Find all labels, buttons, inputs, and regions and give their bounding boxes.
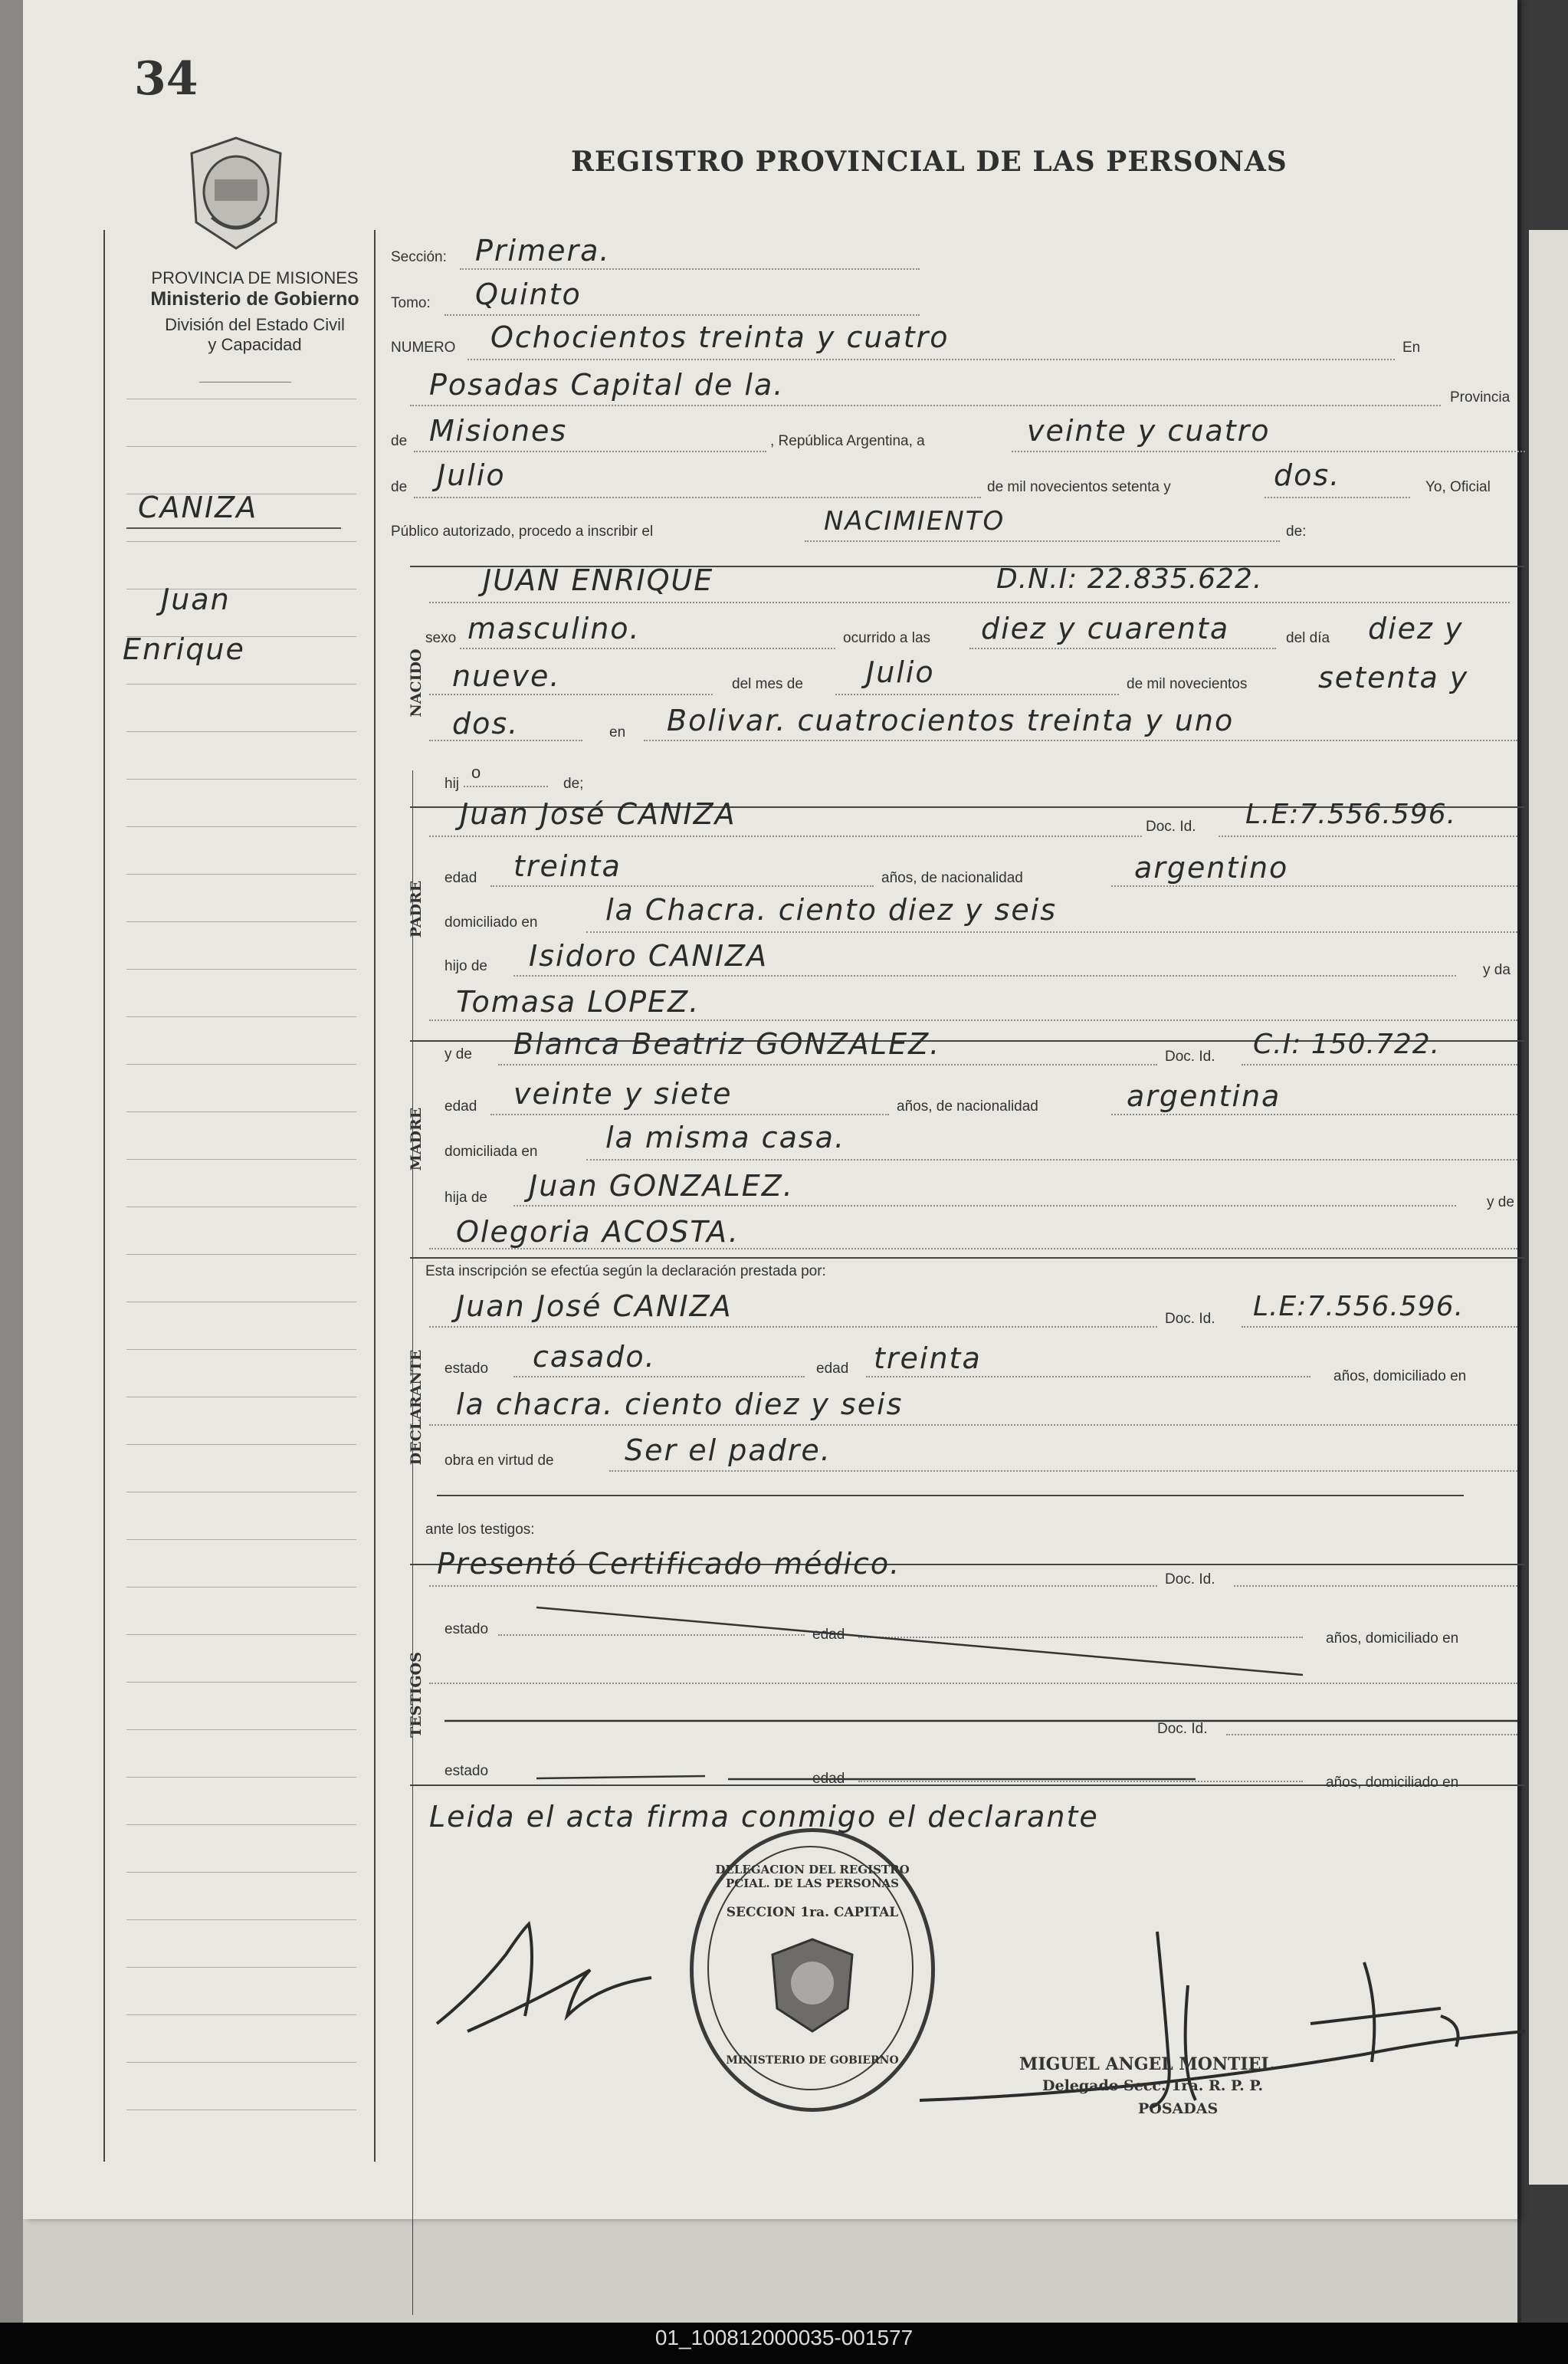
margin-rule <box>126 1777 356 1778</box>
value-numero: Ochocientos treinta y cuatro <box>490 320 950 354</box>
value-tomo: Quinto <box>475 277 582 311</box>
label-doc-testigo-1: Doc. Id. <box>1165 1571 1215 1587</box>
value-hijo-o: o <box>471 763 481 782</box>
label-numero: NUMERO <box>391 340 456 356</box>
dots-declarante-edad <box>866 1376 1310 1377</box>
value-abuela-materna: Olegoria ACOSTA. <box>456 1215 740 1249</box>
label-yo-oficial: Yo, Oficial <box>1425 479 1491 495</box>
official-stamp <box>690 1828 935 2112</box>
dots-lugar <box>410 405 1441 406</box>
margin-rule <box>126 1159 356 1160</box>
label-edad-testigo-2: edad <box>812 1771 845 1787</box>
value-madre-dom: la misma casa. <box>605 1121 846 1154</box>
label-doc-madre: Doc. Id. <box>1165 1049 1215 1065</box>
dots-declarante-nombre <box>429 1326 1157 1328</box>
value-declarante-edad: treinta <box>874 1341 982 1375</box>
margin-rule <box>126 684 356 685</box>
value-lugar: Posadas Capital de la. <box>429 368 785 402</box>
adjacent-page <box>1529 230 1568 2185</box>
value-madre-edad: veinte y siete <box>513 1077 733 1111</box>
stamp-middle-text: SECCION 1ra. CAPITAL <box>726 1905 899 1920</box>
value-padre-doc: L.E:7.556.596. <box>1245 799 1457 830</box>
margin-rule <box>126 1444 356 1445</box>
margin-rule <box>126 921 356 922</box>
margin-rule <box>126 446 356 447</box>
dots-provincia <box>414 451 766 452</box>
dots-tomo <box>444 314 920 316</box>
dots-declarante-doc <box>1242 1326 1517 1328</box>
label-doc-testigo-2: Doc. Id. <box>1157 1721 1208 1737</box>
value-abuelo-paterno: Isidoro CANIZA <box>529 939 769 973</box>
label-publico: Público autorizado, procedo a inscribir el <box>391 524 654 540</box>
value-testigos-nota: Presentó Certificado médico. <box>437 1547 901 1581</box>
margin-rule <box>126 1824 356 1825</box>
dots-madre-dom <box>586 1159 1517 1161</box>
label-ocurrido: ocurrido a las <box>843 630 931 646</box>
register-page <box>23 0 1517 2219</box>
label-anos-dom-declarante: años, domiciliado en <box>1333 1368 1467 1384</box>
value-anio-nac-2: dos. <box>452 707 520 740</box>
margin-rule <box>126 1254 356 1255</box>
value-sexo: masculino. <box>467 612 641 645</box>
margin-rule <box>126 1729 356 1730</box>
label-anos-dom-testigo-1: años, domiciliado en <box>1326 1630 1459 1647</box>
label-de-semicolon: de; <box>563 776 584 792</box>
official-name: MIGUEL ANGEL MONTIEL <box>1019 2054 1273 2074</box>
dots-madre-nac <box>1111 1114 1517 1115</box>
label-en-lower: en <box>609 724 626 740</box>
value-acto: NACIMIENTO <box>824 506 1005 537</box>
label-estado-testigo-2: estado <box>444 1763 489 1779</box>
section-declarante: DECLARANTE <box>408 1349 425 1466</box>
dots-padre-nac <box>1111 885 1517 887</box>
value-anio-registro: dos. <box>1274 458 1341 492</box>
dots-madre-edad <box>490 1114 889 1115</box>
label-anos-nac-padre: años, de nacionalidad <box>881 870 1023 886</box>
issuer-underline <box>199 382 291 383</box>
margin-rule <box>126 2062 356 2063</box>
dots-dia-nac <box>429 694 713 695</box>
margin-rule <box>126 1016 356 1017</box>
value-declarante-nombre: Juan José CANIZA <box>456 1289 733 1323</box>
dots-mes-nac <box>835 694 1119 695</box>
dots-declarante-dom <box>429 1424 1517 1426</box>
label-ante: ante los testigos: <box>425 1522 535 1538</box>
label-estado-testigo-1: estado <box>444 1621 489 1637</box>
label-tomo: Tomo: <box>391 295 431 311</box>
page-stack-edge <box>23 2219 1517 2323</box>
margin-rule <box>126 1539 356 1540</box>
margin-rule <box>126 2014 356 2015</box>
value-madre-nac: argentina <box>1127 1079 1281 1113</box>
dots-anio-nac <box>429 740 582 741</box>
value-dia-registro: veinte y cuatro <box>1027 414 1271 448</box>
dots-mes-registro <box>414 497 981 498</box>
dots-abuelo-materno <box>513 1205 1456 1207</box>
label-anos-nac-madre: años, de nacionalidad <box>897 1098 1038 1115</box>
section-madre: MADRE <box>408 1107 425 1171</box>
margin-rule <box>126 874 356 875</box>
label-del-dia: del día <box>1286 630 1330 646</box>
label-edad-padre: edad <box>444 870 477 886</box>
issuer-province: PROVINCIA DE MISIONES <box>151 268 359 287</box>
dots-padre-dom <box>586 931 1517 933</box>
value-mes-registro: Julio <box>437 458 506 492</box>
stamp-top-text: DELEGACION DEL REGISTRO PCIAL. DE LAS PERSONAS <box>715 1863 910 1890</box>
label-provincia: Provincia <box>1450 389 1511 405</box>
testigos-strike-lines <box>429 1598 1517 1782</box>
margin-rule <box>126 1634 356 1635</box>
divider-line <box>374 230 376 2162</box>
value-abuelo-materno: Juan GONZALEZ. <box>529 1169 794 1203</box>
value-hora: diez y cuarenta <box>981 612 1230 645</box>
dots-numero <box>467 359 1395 360</box>
dots-hij <box>464 786 548 787</box>
label-anos-dom-testigo-2: años, domiciliado en <box>1326 1775 1459 1791</box>
margin-given-2: Enrique <box>123 632 245 666</box>
value-lugar-nac: Bolivar. cuatrocientos treinta y uno <box>667 704 1235 737</box>
label-doc-padre: Doc. Id. <box>1146 819 1196 835</box>
stamp-bottom-text: MINISTERIO DE GOBIERNO <box>726 2054 899 2067</box>
footer-id: 01_100812000035-001577 <box>654 2326 914 2349</box>
dots-madre-doc <box>1242 1064 1517 1065</box>
label-hijo-de: hijo de <box>444 958 487 974</box>
dots-dia-registro <box>1012 451 1525 452</box>
value-declarante-doc: L.E:7.556.596. <box>1253 1291 1465 1322</box>
label-obra: obra en virtud de <box>444 1453 554 1469</box>
value-padre-nac: argentino <box>1134 851 1289 885</box>
section-testigos: TESTIGOS <box>408 1652 425 1738</box>
value-padre-edad: treinta <box>513 849 622 883</box>
separator-declarante <box>410 1257 1525 1259</box>
margin-rule <box>126 1064 356 1065</box>
label-en: En <box>1402 340 1421 356</box>
label-seccion: Sección: <box>391 249 447 265</box>
issuer-ministry: Ministerio de Gobierno <box>150 288 359 310</box>
label-estado-declarante: estado <box>444 1361 489 1377</box>
official-role: Delegado Secc. 1ra. R. P. P. <box>1042 2077 1264 2094</box>
dots-padre-edad <box>490 885 874 887</box>
margin-rule <box>126 1919 356 1920</box>
dots-abuela-materna <box>429 1248 1517 1249</box>
margin-given-1: Juan <box>161 583 231 616</box>
value-declarante-dom: la chacra. ciento diez y seis <box>456 1387 904 1421</box>
dots-seccion <box>460 268 920 270</box>
dots-padre-doc <box>1219 836 1517 837</box>
dots-lugar-nac <box>644 740 1517 741</box>
label-domiciliada-madre: domiciliada en <box>444 1144 538 1160</box>
label-doc-declarante: Doc. Id. <box>1165 1311 1215 1327</box>
dots-madre-nombre <box>498 1064 1157 1065</box>
dots-doc-testigo-1 <box>1234 1585 1517 1587</box>
margin-rule <box>126 1682 356 1683</box>
value-declarante-virtud: Ser el padre. <box>625 1433 832 1467</box>
dots-nacido <box>429 602 1510 603</box>
label-y-de-madre: y de <box>444 1046 472 1062</box>
left-frame-line <box>103 230 105 2162</box>
label-hija-de: hija de <box>444 1190 487 1206</box>
label-domiciliado-padre: domiciliado en <box>444 914 538 931</box>
label-de-1: de <box>391 433 408 449</box>
value-abuela-paterna: Tomasa LOPEZ. <box>456 985 700 1019</box>
label-edad-declarante: edad <box>816 1361 849 1377</box>
label-de-mil-setenta: de mil novecientos setenta y <box>987 479 1171 495</box>
stamp-emblem-icon <box>766 1936 858 2035</box>
label-sexo: sexo <box>425 630 457 646</box>
margin-rule <box>126 826 356 827</box>
page-title: REGISTRO PROVINCIAL DE LAS PERSONAS <box>571 146 1288 178</box>
dots-abuela-paterna <box>429 1019 1517 1021</box>
label-y-da: y da <box>1483 962 1511 978</box>
dots-anio-registro <box>1265 497 1410 498</box>
coat-of-arms-icon <box>182 132 290 254</box>
dots-testigo-1 <box>429 1585 1157 1587</box>
margin-rule <box>126 731 356 732</box>
dots-padre-nombre <box>429 836 1142 837</box>
value-anio-nac-1: setenta y <box>1318 661 1469 694</box>
signature-declarante-icon <box>422 1909 674 2062</box>
issuer-block <box>123 268 387 355</box>
margin-rule <box>126 1872 356 1873</box>
value-madre-doc: C.I: 150.722. <box>1253 1029 1441 1060</box>
label-republica: , República Argentina, a <box>770 433 925 449</box>
value-madre-nombre: Blanca Beatriz GONZALEZ. <box>513 1027 941 1061</box>
label-edad-madre: edad <box>444 1098 477 1115</box>
value-mes-nac: Julio <box>866 655 935 689</box>
value-dia-nac-1: diez y <box>1368 612 1464 645</box>
dots-declarante-estado <box>513 1376 805 1377</box>
value-padre-dom: la Chacra. ciento diez y seis <box>605 893 1058 927</box>
section-label-line <box>412 770 413 2315</box>
value-declarante-estado: casado. <box>533 1340 656 1374</box>
label-edad-testigo-1: edad <box>812 1627 845 1643</box>
label-esta-inscripcion: Esta inscripción se efectúa según la declaración prestada por: <box>425 1263 826 1279</box>
declarante-strike-line <box>437 1495 1464 1496</box>
official-place: POSADAS <box>1138 2100 1219 2117</box>
label-hij: hij <box>444 776 460 792</box>
dots-hora <box>969 648 1276 649</box>
label-de-2: de <box>391 479 408 495</box>
value-provincia: Misiones <box>429 414 568 448</box>
margin-surname: CANIZA <box>138 491 258 524</box>
value-nacido-dni: D.N.I: 22.835.622. <box>996 563 1263 595</box>
value-dia-nac-2: nueve. <box>452 659 561 693</box>
label-del-mes: del mes de <box>732 676 803 692</box>
margin-surname-underline <box>126 527 341 529</box>
section-padre: PADRE <box>408 880 425 938</box>
value-cierre: Leida el acta firma conmigo el declarante <box>429 1800 1099 1834</box>
page-number: 34 <box>134 52 198 106</box>
issuer-division-2: y Capacidad <box>208 335 302 354</box>
dots-sexo <box>460 648 835 649</box>
section-nacido: NACIDO <box>408 648 425 717</box>
value-seccion: Primera. <box>475 234 611 268</box>
dots-abuelo-paterno <box>513 975 1456 977</box>
margin-rule <box>126 1349 356 1350</box>
value-padre-nombre: Juan José CANIZA <box>460 797 736 831</box>
dots-declarante-virtud <box>609 1470 1517 1472</box>
margin-rule <box>126 1111 356 1112</box>
label-y-de: y de <box>1487 1194 1514 1210</box>
label-de-mil: de mil novecientos <box>1127 676 1248 692</box>
issuer-division: División del Estado Civil <box>165 315 345 334</box>
dots-acto <box>805 540 1280 542</box>
margin-rule <box>126 969 356 970</box>
margin-rule <box>126 1967 356 1968</box>
label-de-colon: de: <box>1286 524 1307 540</box>
margin-rule <box>126 541 356 542</box>
value-nacido-nombre: JUAN ENRIQUE <box>483 563 714 597</box>
margin-rule <box>126 779 356 780</box>
